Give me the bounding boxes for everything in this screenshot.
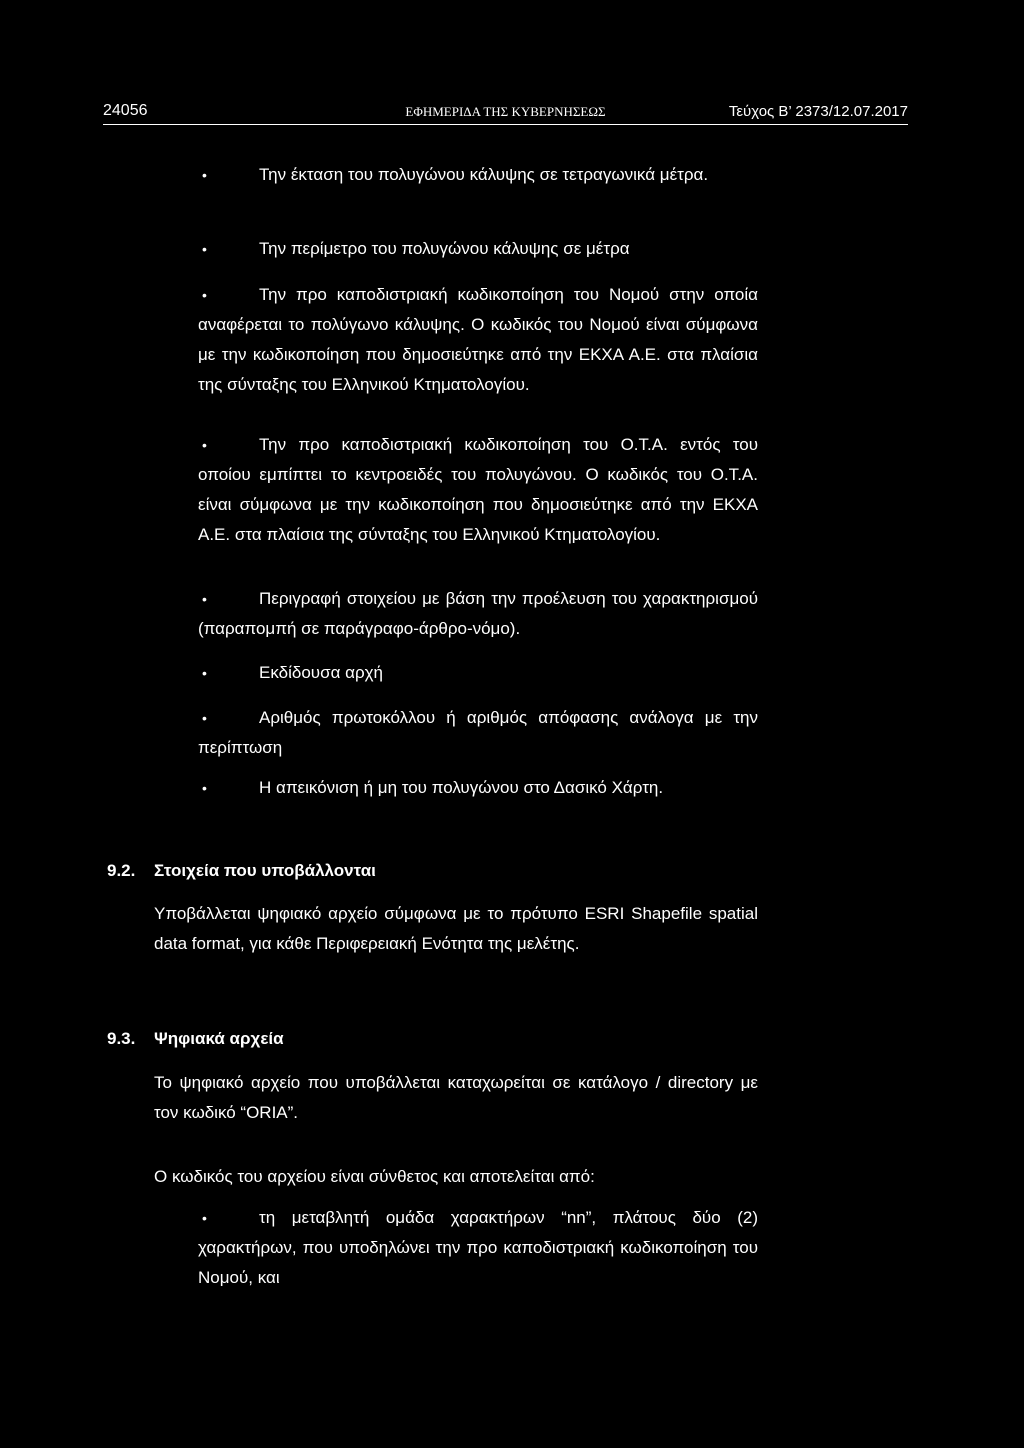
list-item: • Εκδίδουσα αρχή (198, 658, 758, 688)
section-number: 9.2. (107, 861, 136, 880)
paragraph: Υποβάλλεται ψηφιακό αρχείο σύμφωνα με το πρότυπο ESRI Shapefile spatial data format, για κάθε Περιφερειακή Ενότητα της μελέτης. (154, 904, 758, 953)
list-item: • Την προ καποδιστριακή κωδικοποίηση του Ο.Τ.Α. εντός του οποίου εμπίπτει το κεντροειδές του πολυγώνου. Ο κωδικός του Ο.Τ.Α. είναι σύμφωνα με την κωδικοποίηση που δημοσιεύτηκε από την ΕΚΧΑ Α.Ε. στα πλαίσια της σύνταξης του Ελληνικού Κτηματολογίου. (198, 430, 758, 550)
paragraph: Το ψηφιακό αρχείο που υποβάλλεται καταχωρείται σε κατάλογο / directory με τον κωδικό “ORIA”. (154, 1073, 758, 1122)
section-number: 9.3. (107, 1029, 136, 1048)
list-item: • τη μεταβλητή ομάδα χαρακτήρων “nn”, πλάτους δύο (2) χαρακτήρων, που υποδηλώνει την προ καποδιστριακή κωδικοποίηση του Νομού, και (198, 1203, 758, 1293)
list-item: • Την προ καποδιστριακή κωδικοποίηση του Νομού στην οποία αναφέρεται το πολύγωνο κάλυψης. Ο κωδικός του Νομού είναι σύμφωνα με την κωδικοποίηση που δημοσιεύτηκε από την ΕΚΧΑ Α.Ε. στα πλαίσια της σύνταξης του Ελληνικού Κτηματολογίου. (198, 280, 758, 400)
issue-info: Τεύχος Β’ 2373/12.07.2017 (728, 103, 908, 120)
page-header (103, 100, 908, 125)
list-item: • Την περίμετρο του πολυγώνου κάλυψης σε μέτρα (198, 234, 758, 264)
section-heading-9-3 (107, 1024, 284, 1054)
section-title: Ψηφιακά αρχεία (154, 1029, 284, 1048)
section-title: Στοιχεία που υποβάλλονται (154, 861, 376, 880)
list-item: • Την έκταση του πολυγώνου κάλυψης σε τετραγωνικά μέτρα. (198, 160, 758, 190)
journal-title: ΕΦΗΜΕΡΙΔΑ ΤΗΣ ΚΥΒΕΡΝΗΣΕΩΣ (405, 104, 606, 119)
list-item: • Περιγραφή στοιχείου με βάση την προέλευση του χαρακτηρισμού (παραπομπή σε παράγραφο-άρθρο-νόμο). (198, 584, 758, 644)
page-number: 24056 (103, 102, 148, 119)
section-heading-9-2 (107, 856, 376, 886)
list-item: • Αριθμός πρωτοκόλλου ή αριθμός απόφασης ανάλογα με την περίπτωση (198, 703, 758, 763)
list-item: • Η απεικόνιση ή μη του πολυγώνου στο Δασικό Χάρτη. (198, 773, 758, 803)
paragraph: Ο κωδικός του αρχείου είναι σύνθετος και αποτελείται από: (154, 1167, 595, 1186)
